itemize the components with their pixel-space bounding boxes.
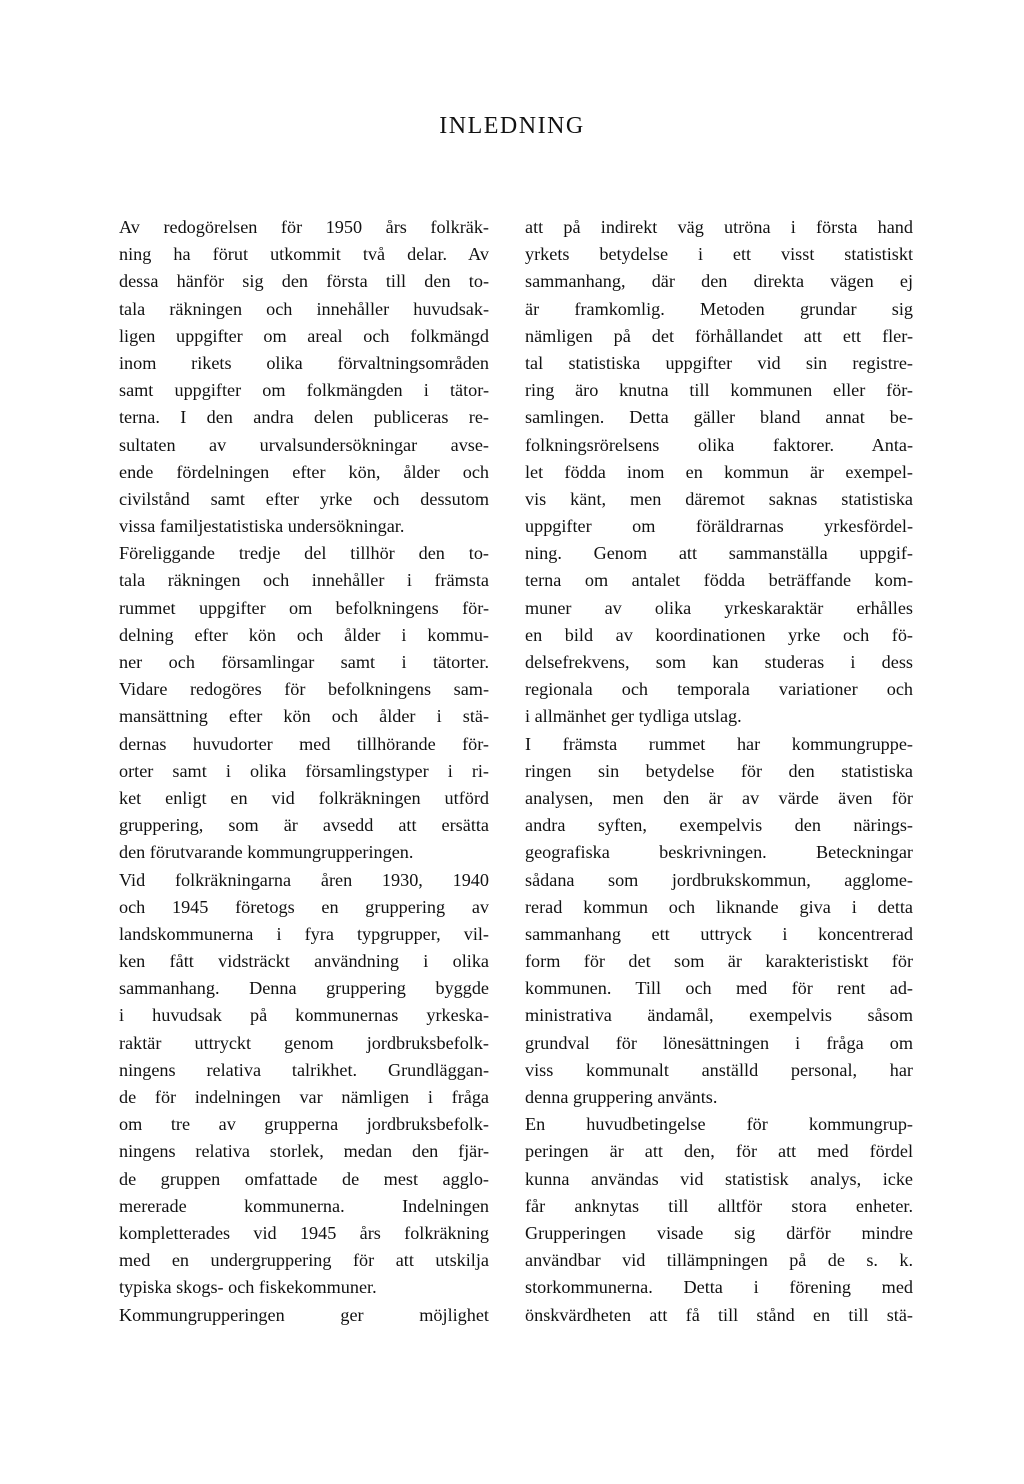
text-line: tala räkningen och innehåller huvudsak- — [119, 298, 489, 319]
text-line: delsefrekvens, som kan studeras i dess — [525, 652, 913, 672]
text-line: den förutvarande kommungrupperingen. — [119, 842, 414, 863]
text-line: de för indelningen var nämligen i fråga — [119, 1087, 489, 1107]
text-line: en bild av koordinationen yrke och fö- — [525, 624, 913, 645]
text-line: ket enligt en vid folkräkningen utförd — [119, 787, 489, 808]
text-line: rummet uppgifter om befolkningens för- — [119, 597, 489, 618]
text-line: peringen är att den, för att med fördel — [525, 1141, 913, 1162]
text-line: och 1945 företogs en gruppering av — [119, 896, 489, 917]
text-line: ner och församlingar samt i tätorter. — [119, 652, 489, 672]
text-line: i huvudsak på kommunernas yrkeska- — [119, 1005, 489, 1026]
text-line: uppgifter om föräldrarnas yrkesfördel- — [525, 516, 913, 537]
text-line: delning efter kön och ålder i kommu- — [119, 624, 489, 645]
text-line: ning. Genom att sammanställa uppgif- — [525, 543, 913, 564]
text-line: ken fått vidsträckt användning i olika — [119, 951, 489, 972]
text-line: Av redogörelsen för 1950 års folkräk- — [119, 217, 489, 237]
text-line: muner av olika yrkeskaraktär erhålles — [525, 597, 913, 618]
text-line: kommunen. Till och med för rent ad- — [525, 978, 913, 999]
text-line: om tre av grupperna jordbruksbefolk- — [119, 1114, 489, 1135]
text-line: sådana som jordbrukskommun, agglome- — [525, 869, 913, 890]
text-line: Vidare redogöres för befolkningens sam- — [119, 679, 489, 700]
text-line: sammanhang ett uttryck i koncentrerad — [525, 923, 913, 944]
text-line: analysen, men den är av värde även för — [525, 787, 913, 808]
text-line: ministrativa ändamål, exempelvis såsom — [525, 1005, 913, 1026]
text-line: användbar vid tillämpningen på de s. k. — [525, 1250, 913, 1271]
text-line: sammanhang, där den direkta vägen ej — [525, 271, 913, 292]
text-line: regionala och temporala variationer och — [525, 679, 913, 700]
text-line: med en undergruppering för att utskilja — [119, 1250, 489, 1271]
text-line: Grupperingen visade sig därför mindre — [525, 1222, 913, 1243]
text-line: ringen sin betydelse för den statistiska — [525, 760, 913, 781]
text-line: grundval för lönesättningen i fråga om — [525, 1032, 913, 1053]
text-line: ring äro knutna till kommunen eller för- — [525, 380, 913, 401]
text-line: dernas huvudorter med tillhörande för- — [119, 733, 489, 754]
text-line: tala räkningen och innehåller i främsta — [119, 570, 489, 591]
text-line: kompletterades vid 1945 års folkräkning — [119, 1222, 489, 1243]
text-line: typiska skogs- och fiskekommuner. — [119, 1277, 377, 1298]
text-line: geografiska beskrivningen. Beteckningar — [525, 842, 913, 863]
text-line: inom rikets olika förvaltningsområden — [119, 352, 489, 373]
text-line: form för det som är karakteristiskt för — [525, 951, 913, 972]
text-line: får anknytas till alltför stora enheter. — [525, 1195, 913, 1216]
text-line: ningens relativa storlek, medan den fjär- — [119, 1141, 489, 1162]
text-line: Vid folkräkningarna åren 1930, 1940 — [119, 869, 489, 890]
text-line: ende fördelningen efter kön, ålder och — [119, 461, 489, 482]
text-line: att på indirekt väg utröna i första hand — [525, 217, 913, 237]
text-line: raktär uttryckt genom jordbruksbefolk- — [119, 1032, 489, 1053]
text-line: sultaten av urvalsundersökningar avse- — [119, 434, 489, 455]
text-line: denna gruppering använts. — [525, 1087, 718, 1107]
text-line: de gruppen omfattade de mest agglo- — [119, 1168, 489, 1189]
text-line: terna. I den andra delen publiceras re- — [119, 407, 489, 428]
text-line: andra syften, exempelvis den närings- — [525, 815, 913, 836]
text-line: terna om antalet födda beträffande kom- — [525, 570, 913, 591]
text-line: landskommunerna i fyra typgrupper, vil- — [119, 923, 489, 944]
text-line: storkommunerna. Detta i förening med — [525, 1277, 913, 1298]
text-line: yrkets betydelse i ett visst statistiskt — [525, 244, 913, 265]
text-line: dessa hänför sig den första till den to- — [119, 271, 489, 292]
text-line: är framkomlig. Metoden grundar sig — [525, 298, 913, 319]
text-line: civilstånd samt efter yrke och dessutom — [119, 488, 489, 509]
text-line: samlingen. Detta gäller bland annat be- — [525, 407, 913, 428]
left-text-column — [119, 214, 489, 1329]
page-title: INLEDNING — [439, 113, 585, 139]
text-line: mererade kommunerna. Indelningen — [119, 1195, 489, 1216]
text-line: I främsta rummet har kommungruppe- — [525, 733, 913, 754]
text-line: ligen uppgifter om areal och folkmängd — [119, 325, 489, 346]
text-line: viss kommunalt anställd personal, har — [525, 1059, 913, 1080]
text-line: Föreliggande tredje del tillhör den to- — [119, 543, 489, 564]
text-line: mansättning efter kön och ålder i stä- — [119, 706, 489, 727]
right-text-column — [525, 214, 913, 1329]
text-line: gruppering, som är avsedd att ersätta — [119, 815, 489, 836]
text-line: rerad kommun och liknande giva i detta — [525, 896, 913, 917]
text-line: samt uppgifter om folkmängden i tätor- — [119, 380, 489, 401]
text-line: önskvärdheten att få till stånd en till stä- — [525, 1304, 913, 1325]
text-line: tal statistiska uppgifter vid sin registre- — [525, 352, 913, 373]
text-line: nämligen på det förhållandet att ett fler- — [525, 325, 913, 346]
text-line: Kommungrupperingen ger möjlighet — [119, 1304, 489, 1325]
text-line: En huvudbetingelse för kommungrup- — [525, 1114, 913, 1135]
text-line: ningens relativa talrikhet. Grundläggan- — [119, 1059, 489, 1080]
text-line: i allmänhet ger tydliga utslag. — [525, 706, 742, 727]
text-line: folkningsrörelsens olika faktorer. Anta- — [525, 434, 913, 455]
text-line: let födda inom en kommun är exempel- — [525, 461, 913, 482]
text-line: sammanhang. Denna gruppering byggde — [119, 978, 489, 999]
text-line: vis känt, men däremot saknas statistiska — [525, 488, 913, 509]
text-line: orter samt i olika församlingstyper i ri- — [119, 760, 489, 781]
text-line: ning ha förut utkommit två delar. Av — [119, 244, 489, 265]
text-line: vissa familjestatistiska undersökningar. — [119, 516, 405, 537]
text-line: kunna användas vid statistisk analys, icke — [525, 1168, 913, 1189]
